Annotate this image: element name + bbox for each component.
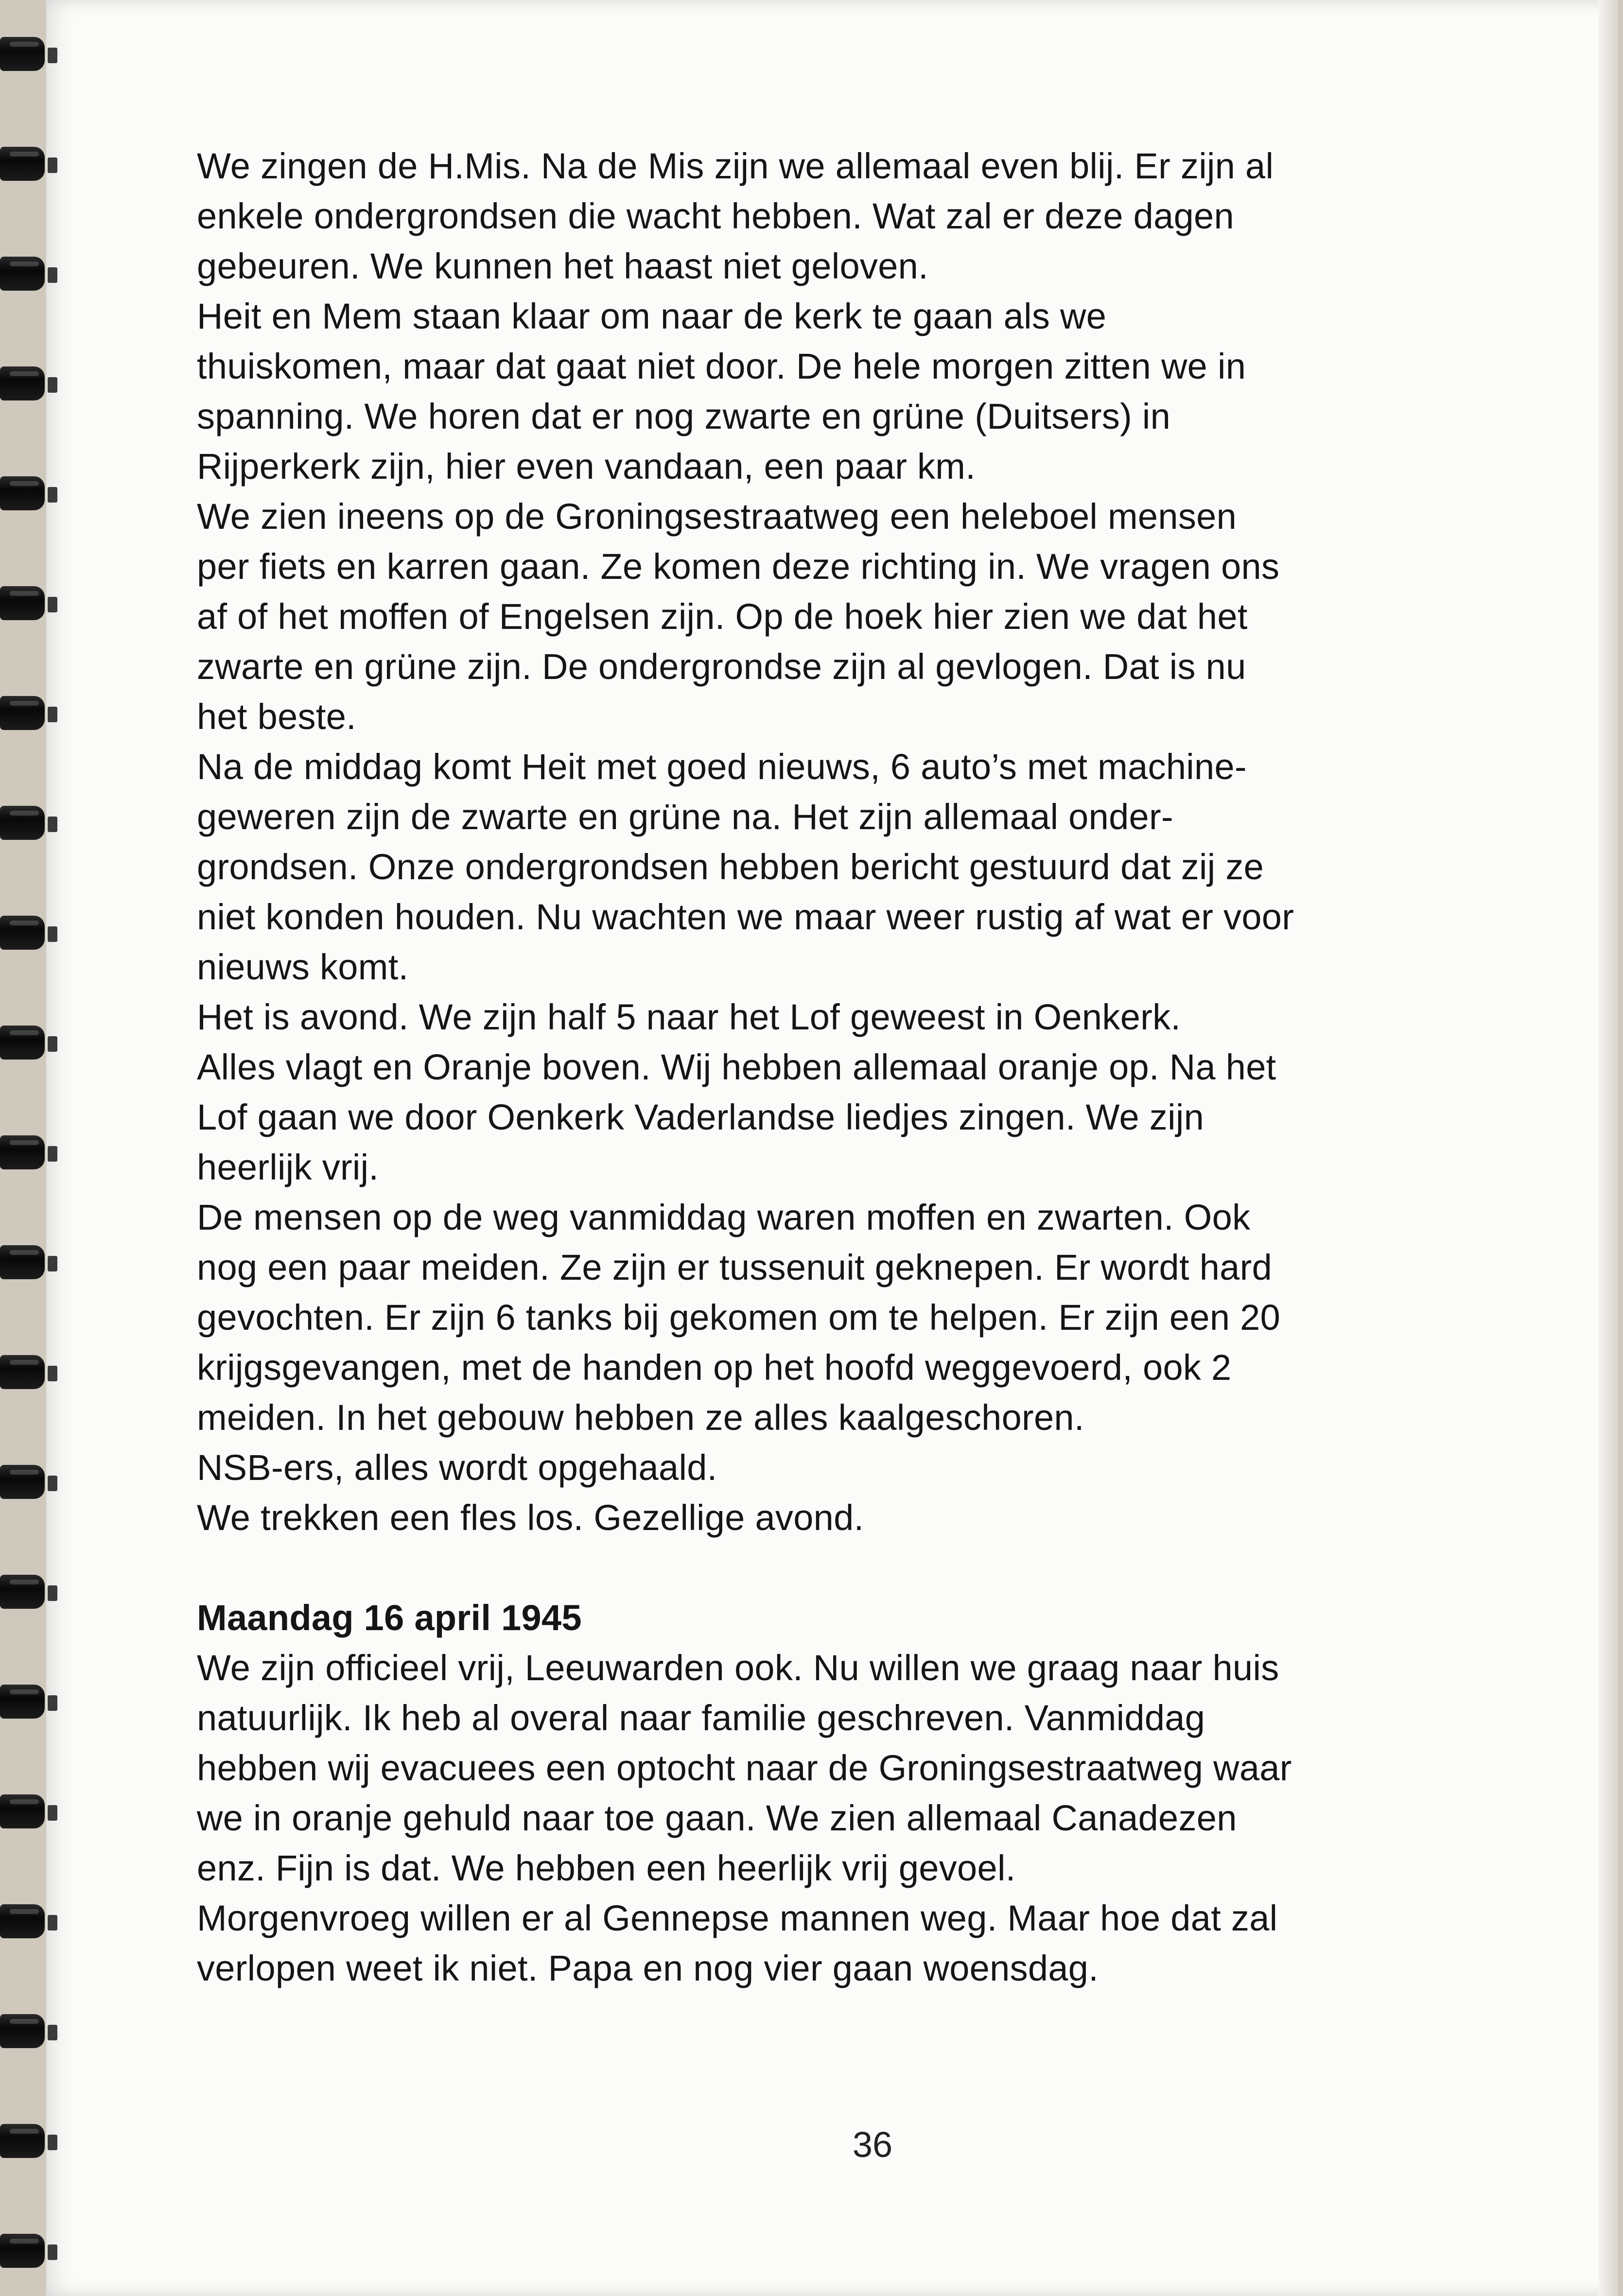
- binding-coil: [0, 2116, 57, 2169]
- text-line: verlopen weet ik niet. Papa en nog vier gaan woensdag.: [197, 1948, 1099, 1988]
- text-line: De mensen op de weg vanmiddag waren moffen en zwarten. Ook: [197, 1197, 1251, 1237]
- diary-text: [197, 141, 1548, 1993]
- text-line: gebeuren. We kunnen het haast niet geloven.: [197, 246, 928, 286]
- text-line: thuiskomen, maar dat gaat niet door. De hele morgen zitten we in: [197, 346, 1246, 386]
- text-line: het beste.: [197, 696, 357, 737]
- text-line: niet konden houden. Nu wachten we maar weer rustig af wat er voor: [197, 897, 1294, 937]
- text-line: Lof gaan we door Oenkerk Vaderlandse liedjes zingen. We zijn: [197, 1097, 1204, 1137]
- text-line: geweren zijn de zwarte en grüne na. Het zijn allemaal onder-: [197, 797, 1173, 837]
- binding-coil: [0, 908, 57, 960]
- text-line: We zijn officieel vrij, Leeuwarden ook. Nu willen we graag naar huis: [197, 1648, 1279, 1688]
- text-line: meiden. In het gebouw hebben ze alles kaalgeschoren.: [197, 1397, 1084, 1438]
- text-line: enkele ondergrondsen die wacht hebben. Wat zal er deze dagen: [197, 196, 1234, 236]
- text-line: spanning. We horen dat er nog zwarte en grüne (Duitsers) in: [197, 396, 1171, 436]
- binding-coil: [0, 2226, 57, 2279]
- binding-coil: [0, 359, 57, 411]
- binding-coil: [0, 2006, 57, 2059]
- text-line: hebben wij evacuees een optocht naar de Groningsestraatweg waar: [197, 1748, 1292, 1788]
- binding-coil: [0, 469, 57, 521]
- binding-coil: [0, 1896, 57, 1949]
- text-line: zwarte en grüne zijn. De ondergrondse zijn al gevlogen. Dat is nu: [197, 646, 1246, 687]
- paragraph: [197, 1643, 1548, 1893]
- paragraph: [197, 742, 1548, 992]
- text-line: We trekken een fles los. Gezellige avond.: [197, 1497, 864, 1538]
- binding-coil: [0, 249, 57, 301]
- binding-coil: [0, 1237, 57, 1290]
- text-line: krijgsgevangen, met de handen op het hoofd weggevoerd, ook 2: [197, 1347, 1232, 1388]
- paragraph: [197, 141, 1548, 291]
- binding-coil: [0, 578, 57, 631]
- text-line: nieuws komt.: [197, 947, 409, 987]
- text-line: natuurlijk. Ik heb al overal naar familie geschreven. Vanmiddag: [197, 1698, 1205, 1738]
- diary-entry-part-1: [197, 141, 1548, 1543]
- page-edge: [1599, 0, 1618, 2296]
- paragraph: [197, 1893, 1548, 1993]
- paragraph: [197, 1443, 1548, 1493]
- binding-coil: [0, 1787, 57, 1839]
- binding-coil: [0, 1018, 57, 1070]
- text-line: Morgenvroeg willen er al Gennepse mannen weg. Maar hoe dat zal: [197, 1898, 1278, 1938]
- text-line: NSB-ers, alles wordt opgehaald.: [197, 1447, 717, 1488]
- text-line: We zingen de H.Mis. Na de Mis zijn we allemaal even blij. Er zijn al: [197, 146, 1274, 186]
- text-line: Het is avond. We zijn half 5 naar het Lof geweest in Oenkerk.: [197, 997, 1181, 1037]
- spiral-binding: [0, 0, 63, 2296]
- paragraph: [197, 1493, 1548, 1543]
- binding-coil: [0, 1677, 57, 1729]
- text-line: heerlijk vrij.: [197, 1147, 379, 1187]
- binding-coil: [0, 688, 57, 741]
- text-line: Na de middag komt Heit met goed nieuws, 6 auto’s met machine-: [197, 747, 1247, 787]
- paragraph: [197, 491, 1548, 742]
- binding-coil: [0, 1347, 57, 1400]
- text-line: Heit en Mem staan klaar om naar de kerk te gaan als we: [197, 296, 1107, 336]
- text-line: af of het moffen of Engelsen zijn. Op de hoek hier zien we dat het: [197, 596, 1248, 637]
- text-line: we in oranje gehuld naar toe gaan. We zien allemaal Canadezen: [197, 1798, 1237, 1838]
- text-line: gevochten. Er zijn 6 tanks bij gekomen om te helpen. Er zijn een 20: [197, 1297, 1281, 1338]
- text-line: per fiets en karren gaan. Ze komen deze richting in. We vragen ons: [197, 546, 1280, 587]
- binding-coil: [0, 139, 57, 191]
- paragraph: [197, 1192, 1548, 1443]
- text-line: nog een paar meiden. Ze zijn er tussenuit geknepen. Er wordt hard: [197, 1247, 1273, 1287]
- paragraph: [197, 992, 1548, 1192]
- text-line: Alles vlagt en Oranje boven. Wij hebben allemaal oranje op. Na het: [197, 1047, 1276, 1087]
- text-line: Rijperkerk zijn, hier even vandaan, een paar km.: [197, 446, 976, 487]
- page-number: 36: [852, 2124, 893, 2165]
- book-page: [46, 0, 1618, 2296]
- text-line: enz. Fijn is dat. We hebben een heerlijk vrij gevoel.: [197, 1848, 1016, 1888]
- binding-coil: [0, 1128, 57, 1180]
- binding-coil: [0, 798, 57, 851]
- text-line: grondsen. Onze ondergrondsen hebben bericht gestuurd dat zij ze: [197, 847, 1264, 887]
- paragraph: [197, 291, 1548, 491]
- binding-coil: [0, 1457, 57, 1510]
- text-line: We zien ineens op de Groningsestraatweg een heleboel mensen: [197, 496, 1237, 537]
- binding-coil: [0, 29, 57, 82]
- entry-date-heading: Maandag 16 april 1945: [197, 1598, 582, 1638]
- binding-coil: [0, 1567, 57, 1619]
- diary-entry-part-2: [197, 1643, 1548, 1993]
